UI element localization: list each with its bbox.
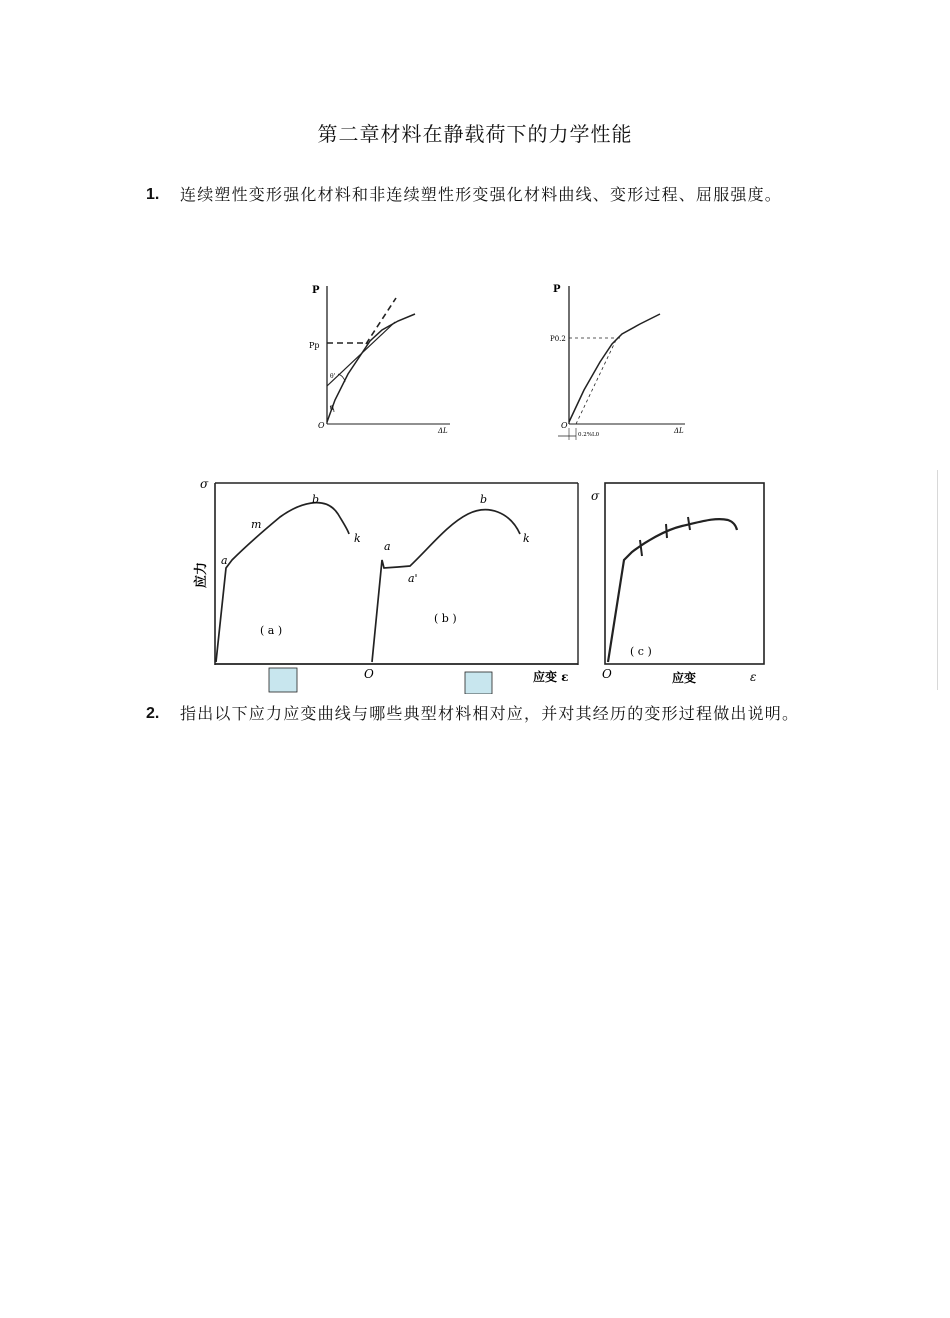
curve-a-point-b: b	[312, 493, 320, 506]
curve-b-point-a-prime: a'	[408, 572, 418, 585]
left-y-axis-label: P	[312, 285, 320, 296]
curve-a-point-k: k	[354, 532, 361, 545]
left-theta-prime: θ'	[330, 373, 336, 380]
strain-axis-label-c: 应变	[672, 671, 697, 685]
curve-b-point-a: a	[384, 540, 391, 553]
page-edge-line	[937, 470, 938, 690]
epsilon-label-c: ε	[750, 670, 757, 684]
diagram-offset-yield	[558, 286, 685, 440]
sigma-label-ab: σ	[200, 477, 209, 491]
question-2-text: 指出以下应力应变曲线与哪些典型材料相对应，并对其经历的变形过程做出说明。	[180, 704, 800, 723]
strain-axis-label-ab: 应变 ε	[533, 670, 569, 684]
right-offset-label: 0.2%L0	[578, 432, 600, 438]
curve-a-caption: ( a )	[260, 624, 283, 637]
curve-b-caption: ( b )	[434, 612, 457, 625]
stress-axis-label: 应力	[194, 561, 209, 588]
question-2	[146, 696, 806, 732]
origin-c: O	[602, 667, 612, 681]
color-swatch-1	[269, 668, 297, 692]
left-x-axis-label: ΔL	[438, 427, 448, 435]
right-origin: O	[561, 421, 568, 430]
question-1	[146, 177, 806, 213]
right-y-axis-label: P	[553, 284, 561, 295]
curve-a-point-m: m	[251, 518, 262, 531]
curve-a	[216, 503, 349, 662]
question-2-number: 2.	[146, 705, 160, 722]
sigma-label-c: σ	[591, 489, 600, 503]
right-p02-label: P0.2	[550, 335, 566, 343]
diagram-continuous-yield	[327, 286, 450, 424]
left-pp-label: Pp	[309, 341, 320, 350]
question-1-text: 连续塑性变形强化材料和非连续塑性形变强化材料曲线、变形过程、屈服强度。	[180, 185, 783, 204]
origin-ab: O	[364, 667, 374, 681]
figure-2-stress-strain	[190, 472, 780, 694]
left-theta: θ	[330, 405, 334, 412]
question-1-number: 1.	[146, 186, 160, 203]
figure-1-load-extension	[300, 278, 700, 450]
right-x-axis-label: ΔL	[674, 427, 684, 435]
frame-c	[605, 483, 764, 664]
curve-a-point-a: a	[221, 554, 228, 567]
curve-b-point-k: k	[523, 532, 530, 545]
curve-b	[372, 510, 520, 662]
curve-c-caption: ( c )	[630, 645, 652, 658]
left-origin: O	[318, 421, 325, 430]
page-title: 第二章材料在静载荷下的力学性能	[317, 122, 633, 146]
color-swatch-2	[465, 672, 492, 694]
curve-b-point-b: b	[480, 493, 488, 506]
curve-c	[608, 519, 737, 662]
